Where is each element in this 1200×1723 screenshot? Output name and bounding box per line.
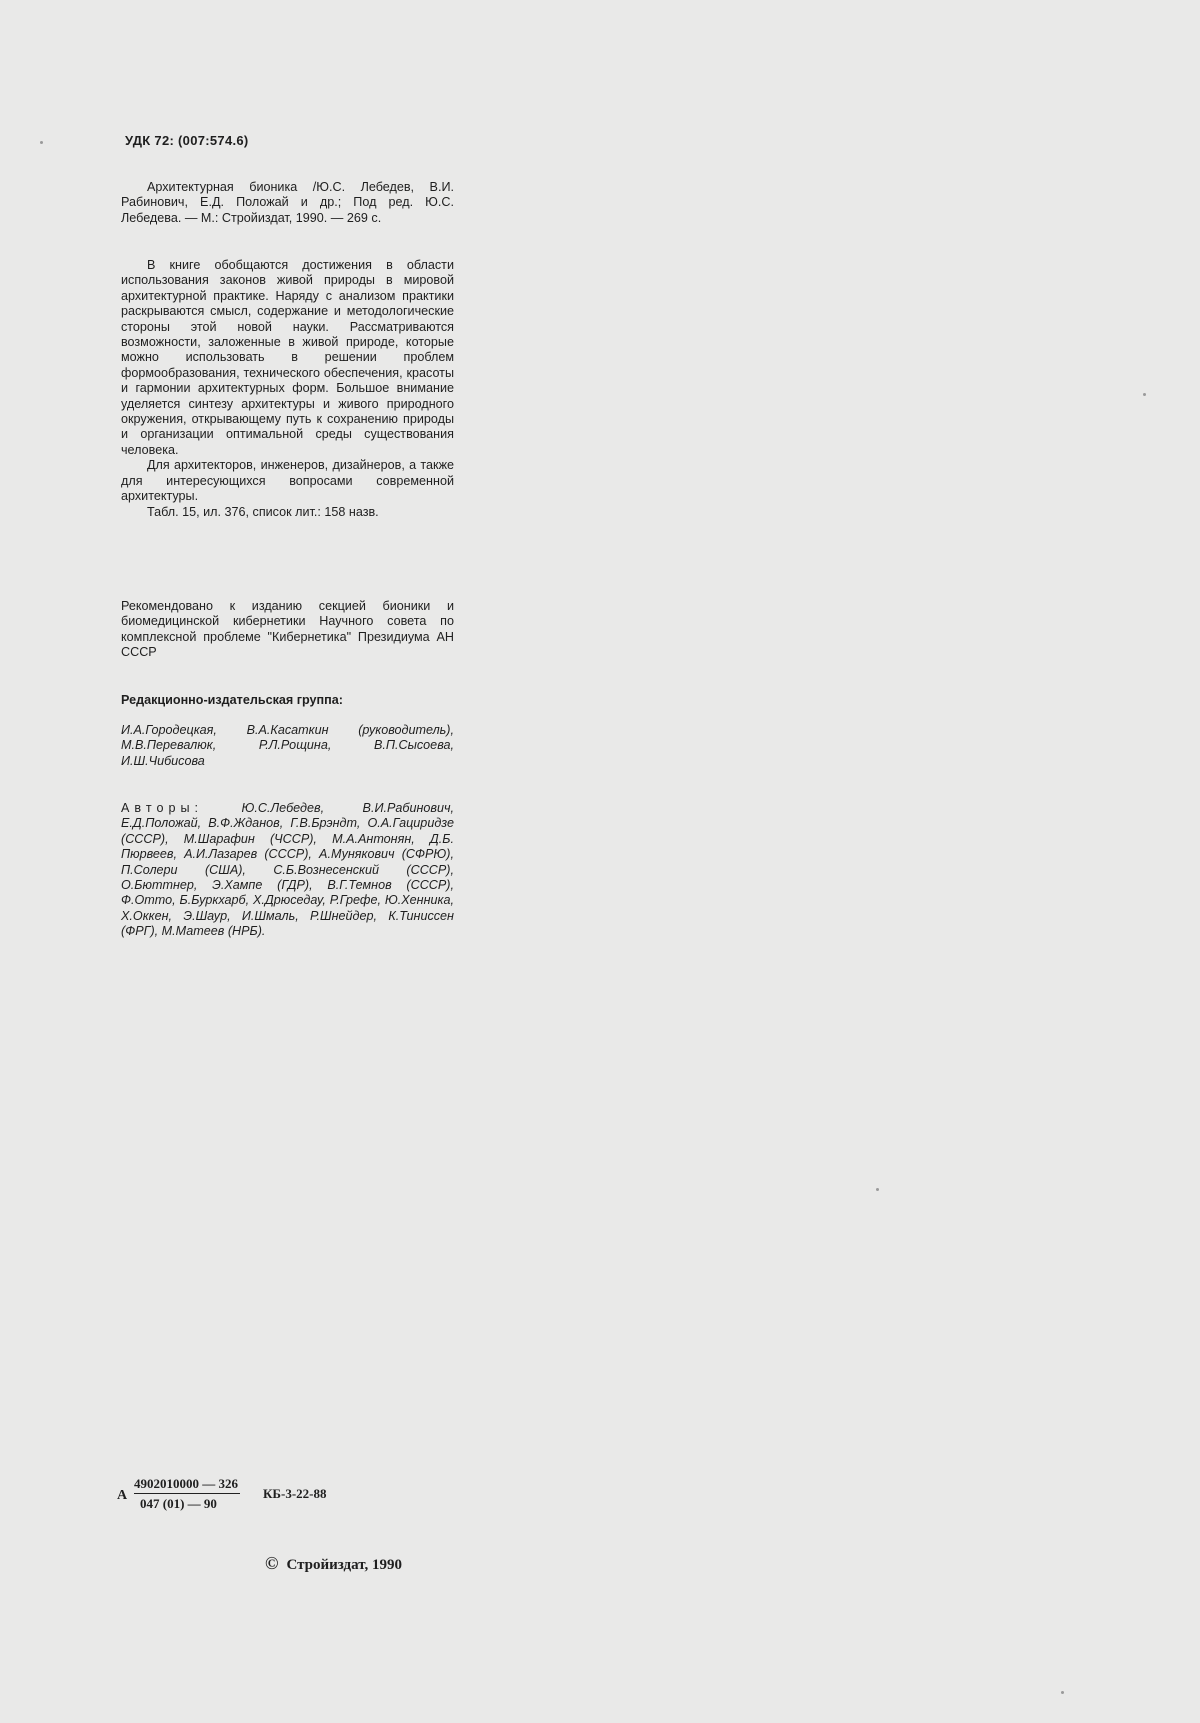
authors-names: Ю.С.Лебедев, В.И.Рабинович, Е.Д.Положай, В.Ф.Жданов, Г.В.Брэндт, О.А.Гациридзе (СССР), М.Шарафин (ЧССР), М.А.Антонян, Д.Б. Пюрвеев, А.И.Лазарев (СССР), А.Мунякович (СФРЮ), П.Солери (США), С.Б.Вознесенский (СССР), О.Бюттнер, Э.Хампе (ГДР), В.Г.Темнов (СССР), Ф.Отто, Б.Буркхарб, Х.Дрюседау, Р.Грефе, Ю.Хенника, Х.Оккен, Э.Шаур, И.Шмаль, Р.Шнейдер, К.Тиниссен (ФРГ), М.Матеев (НРБ).	[121, 801, 454, 939]
editorial-names: И.А.Городецкая, В.А.Касаткин (руководитель), М.В.Перевалюк, Р.Л.Рощина, В.П.Сысоева, И.Ш.Чибисова	[121, 723, 454, 768]
copyright-line	[265, 1553, 402, 1574]
annotation-stats: Табл. 15, ил. 376, список лит.: 158 назв.	[147, 504, 379, 519]
paper-speck	[40, 141, 43, 144]
paper-speck	[1061, 1691, 1064, 1694]
authors-lead: Авторы:	[121, 801, 203, 815]
paper-speck	[1143, 393, 1146, 396]
recommendation-text: Рекомендовано к изданию секцией бионики и биомедицинской кибернетики Научного совета по комплексной проблеме "Кибернетика" Президиума АН СССР	[121, 599, 454, 660]
udk-code: УДК 72: (007:574.6)	[125, 133, 249, 148]
copyright-icon: ©	[265, 1553, 279, 1573]
annotation-paragraph-2: Для архитекторов, инженеров, дизайнеров, а также для интересующихся вопросами современной архитектуры.	[121, 458, 454, 504]
editorial-group	[121, 723, 454, 769]
authors-block	[121, 801, 454, 940]
editorial-heading: Редакционно-издательская группа:	[121, 693, 343, 707]
annotation-paragraph-1: В книге обобщаются достижения в области использования законов живой природы в мировой архитектурной практике. Наряду с анализом практики раскрываются смысл, содержание и методологические стороны этой новой науки. Рассматриваются возможности, заложенные в живой природе, которые можно использовать в решении проблем формообразования, технического обеспечения, красоты и гармонии архитектурных форм. Большое внимание уделяется синтезу архитектуры и живого природного окружения, открывающему путь к сохранению природы и организации оптимальной среды существования человека.	[121, 258, 454, 457]
code-suffix: КБ-3-22-88	[263, 1486, 327, 1501]
recommendation	[121, 599, 454, 661]
code-numerator: 4902010000 — 326	[134, 1476, 240, 1494]
code-denominator: 047 (01) — 90	[140, 1496, 217, 1511]
publication-code	[117, 1476, 357, 1516]
annotation	[121, 258, 454, 520]
paper-speck	[876, 1188, 879, 1191]
bibliographic-entry	[121, 180, 454, 226]
copyright-text: Стройиздат, 1990	[286, 1557, 402, 1573]
bibliographic-text: Архитектурная бионика /Ю.С. Лебедев, В.И. Рабинович, Е.Д. Положай и др.; Под ред. Ю.С. Лебедева. — М.: Стройиздат, 1990. — 269 с.	[121, 180, 454, 225]
code-letter: А	[117, 1488, 128, 1503]
authors-text	[121, 801, 454, 940]
